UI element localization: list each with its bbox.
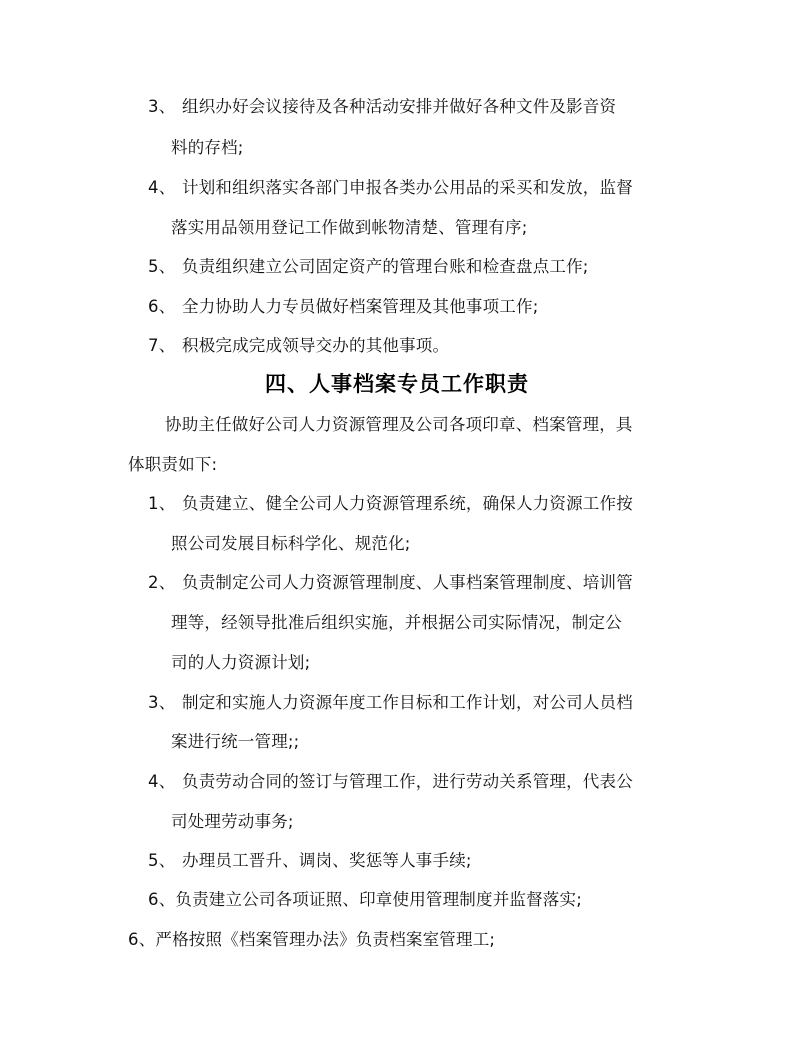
item-text: 负责建立、健全公司人力资源管理系统，确保人力资源工作按 [182,494,633,513]
item-text: 负责制定公司人力资源管理制度、人事档案管理制度、培训管 [182,573,633,592]
item-number: 7、 [148,336,176,355]
item-text: 组织办好会议接待及各种活动安排并做好各种文件及影音资 [182,97,617,116]
list-item: 6、严格按照《档案管理办法》负责档案室管理工; [128,930,496,949]
item-text: 计划和组织落实各部门申报各类办公用品的采买和发放，监督 [182,178,633,197]
list-item [148,494,633,514]
item-continuation: 落实用品领用登记工作做到帐物清楚、管理有序; [171,218,528,237]
item-continuation: 料的存档; [171,138,244,157]
item-number: 2、 [148,573,176,592]
item-text: 负责劳动合同的签订与管理工作，进行劳动关系管理，代表公 [182,772,633,791]
item-text: 办理员工晋升、调岗、奖惩等人事手续; [182,851,472,870]
item-number: 1、 [148,494,176,513]
list-item [148,772,633,792]
list-item [148,693,633,713]
item-continuation: 司的人力资源计划; [171,653,311,672]
item-number: 6、 [148,297,176,316]
item-continuation: 案进行统一管理;; [171,732,300,751]
intro-text-continuation: 体职责如下: [128,455,218,474]
item-number: 4、 [148,178,176,197]
list-item [148,178,633,198]
list-item [148,573,633,593]
item-text: 负责组织建立公司固定资产的管理台账和检查盘点工作; [182,257,589,276]
list-item [148,336,449,356]
item-number: 5、 [148,851,176,870]
item-number: 3、 [148,97,176,116]
intro-text: 协助主任做好公司人力资源管理及公司各项印章、档案管理，具 [165,415,633,434]
item-text: 积极完成完成领导交办的其他事项。 [182,336,450,355]
list-item [148,851,472,871]
list-item [148,257,589,277]
item-text: 制定和实施人力资源年度工作目标和工作计划，对公司人员档 [182,693,633,712]
item-number: 3、 [148,693,176,712]
item-number: 4、 [148,772,176,791]
item-continuation: 理等，经领导批准后组织实施，并根据公司实际情况，制定公 [171,613,622,632]
section-heading: 四、人事档案专员工作职责 [265,372,529,396]
item-number: 5、 [148,257,176,276]
list-item [148,97,616,117]
list-item [148,297,538,317]
item-continuation: 司处理劳动事务; [171,812,294,831]
item-text: 全力协助人力专员做好档案管理及其他事项工作; [182,297,539,316]
item-continuation: 照公司发展目标科学化、规范化; [171,534,411,553]
list-item: 6、负责建立公司各项证照、印章使用管理制度并监督落实; [148,890,582,909]
